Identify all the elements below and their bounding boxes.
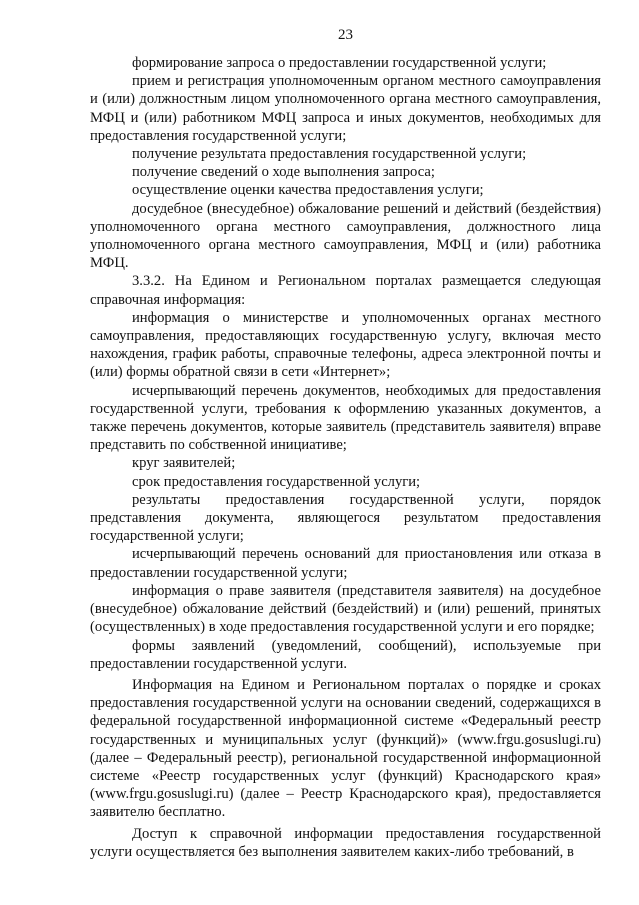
paragraph-15: формы заявлений (уведомлений, сообщений), используемые при предоставлении государственной услуги. [90, 637, 601, 672]
page-number: 23 [338, 27, 353, 43]
paragraph-17: Доступ к справочной информации предоставления государственной услуги осуществляется без выполнения заявителем каких-либо требований, в [90, 825, 601, 860]
paragraph-16: Информация на Едином и Региональном порталах о порядке и сроках предоставления государственной услуги на основании сведений, содержащихся в федеральной государственной информационной системе «Федеральный реестр государственных и муниципальных услуг (функций)» (www.frgu.gosuslugi.ru) (далее – Федеральный реестр), региональной государственной информационной системе «Реестр государственных услуг (функций) Краснодарского края» (www.frgu.gosuslugi.ru) (далее – Реестр Краснодарского края), предоставляется заявителю бесплатно. [90, 676, 601, 821]
paragraph-8: информация о министерстве и уполномоченных органах местного самоуправления, предоставляющих государственную услугу, включая место нахождения, график работы, справочные телефоны, адреса электронной почты и (или) формы обратной связи в сети «Интернет»; [90, 309, 601, 381]
paragraph-10: круг заявителей; [132, 455, 236, 472]
paragraph-11: срок предоставления государственной услуги; [132, 473, 421, 490]
paragraph-7: 3.3.2. На Едином и Региональном порталах размещается следующая справочная информация: [90, 273, 601, 308]
paragraph-4: получение сведений о ходе выполнения запроса; [132, 164, 435, 181]
paragraph-14: информация о праве заявителя (представителя заявителя) на досудебное (внесудебное) обжалование действий (бездействий) и (или) решений, принятых (осуществленных) в ходе предоставления государственной услуги и его порядке; [90, 582, 601, 636]
paragraph-3: получение результата предоставления государственной услуги; [132, 146, 527, 163]
document-body [90, 54, 601, 861]
paragraph-12: результаты предоставления государственной услуги, порядок представления документа, являющегося результатом предоставления государственной услуги; [90, 491, 601, 545]
paragraph-2: прием и регистрация уполномоченным органом местного самоуправления и (или) должностным лицом уполномоченного органа местного самоуправления, МФЦ и (или) работником МФЦ запроса и иных документов, необходимых для предоставления государственной услуги; [90, 73, 601, 144]
paragraph-9: исчерпывающий перечень документов, необходимых для предоставления государственной услуги, требования к оформлению указанных документов, а также перечень документов, которые заявитель (представитель заявителя) вправе представить по собственной инициативе; [90, 382, 601, 454]
paragraph-5: осуществление оценки качества предоставления услуги; [132, 182, 484, 199]
paragraph-6: досудебное (внесудебное) обжалование решений и действий (бездействия) уполномоченного органа местного самоуправления, должностного лица уполномоченного органа местного самоуправления, МФЦ и (или) работника МФЦ. [90, 200, 601, 272]
paragraph-1: формирование запроса о предоставлении государственной услуги; [132, 55, 547, 71]
paragraph-13: исчерпывающий перечень оснований для приостановления или отказа в предоставлении государственной услуги; [90, 546, 601, 581]
